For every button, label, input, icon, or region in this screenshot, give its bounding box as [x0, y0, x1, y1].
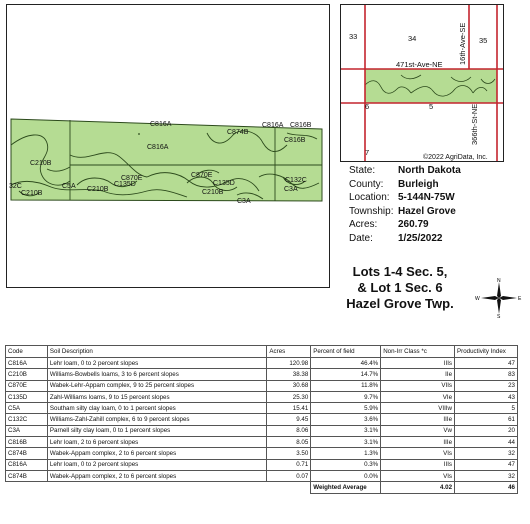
- cell-class: IIIs: [381, 358, 455, 369]
- cell-productivity: 47: [455, 358, 518, 369]
- cell-percent: 14.7%: [311, 369, 381, 380]
- cell-acres: 15.41: [267, 403, 311, 414]
- locator-map: [340, 4, 504, 162]
- weighted-average-label: Weighted Average: [311, 482, 381, 493]
- cell-percent: 11.8%: [311, 380, 381, 391]
- cell-description: Wabek-Appam complex, 2 to 6 percent slopes: [47, 448, 267, 459]
- label-c135d-right: C135D: [213, 180, 235, 187]
- cell-code: C132C: [6, 414, 48, 425]
- cell-description: Southam silty clay loam, 0 to 1 percent slopes: [47, 403, 267, 414]
- compass-rose-icon: [475, 278, 523, 323]
- info-township: [349, 205, 461, 219]
- label-c135d-mid: C135D: [114, 181, 136, 188]
- acres-label: Acres:: [349, 219, 378, 231]
- section-33: 33: [349, 32, 358, 41]
- table-row: [6, 437, 518, 448]
- map-point: [138, 133, 140, 135]
- cell-productivity: 32: [455, 448, 518, 459]
- township-label: Township:: [349, 205, 394, 217]
- road-366th-st-ne: 366th-St-NE: [470, 103, 479, 145]
- compass-e: E: [518, 296, 522, 302]
- table-row: [6, 414, 518, 425]
- cell-description: Zahl-Williams loams, 9 to 15 percent slopes: [47, 391, 267, 402]
- label-c870e: C870E: [191, 172, 213, 179]
- state-value: North Dakota: [398, 165, 461, 176]
- col-percent: Percent of field: [311, 346, 381, 358]
- table-row: [6, 358, 518, 369]
- section-6: 6: [365, 102, 370, 111]
- cell-class: VIIIw: [381, 403, 455, 414]
- label-c874b: C874B: [227, 129, 249, 136]
- label-c132c: C132C: [285, 177, 307, 184]
- date-label: Date:: [349, 232, 373, 244]
- cell-code: C816A: [6, 459, 48, 470]
- cell-class: VIe: [381, 391, 455, 402]
- label-c210b-left: C210B: [30, 160, 52, 167]
- cell-productivity: 32: [455, 470, 518, 481]
- section-7: 7: [365, 148, 370, 157]
- cell-productivity: 44: [455, 437, 518, 448]
- cell-description: Lehr loam, 0 to 2 percent slopes: [47, 358, 267, 369]
- county-value: Burleigh: [398, 178, 439, 190]
- cell-acres: 8.06: [267, 425, 311, 436]
- cell-code: C5A: [6, 403, 48, 414]
- cell-code: C210B: [6, 369, 48, 380]
- label-c210b-bot1: C210B: [21, 190, 43, 197]
- cell-code: C870E: [6, 380, 48, 391]
- cell-productivity: 47: [455, 459, 518, 470]
- label-c816a-top: C816A: [150, 121, 172, 128]
- lots-title: [338, 264, 462, 312]
- soil-map: [6, 4, 330, 288]
- col-acres: Acres: [267, 346, 311, 358]
- col-code: Code: [6, 346, 48, 358]
- state-label: State:: [349, 165, 376, 176]
- info-state: [349, 164, 461, 178]
- cell-acres: 0.07: [267, 470, 311, 481]
- soil-table: [5, 345, 518, 494]
- col-class: Non-Irr Class *c: [381, 346, 455, 358]
- label-c816b-right: C816B: [284, 137, 306, 144]
- label-c816a-right: C816A: [262, 122, 284, 129]
- label-c816b-top: C816B: [290, 122, 312, 129]
- cell-class: IIe: [381, 369, 455, 380]
- info-acres: [349, 218, 461, 232]
- table-row: [6, 380, 518, 391]
- table-row: [6, 369, 518, 380]
- weighted-average-row: [6, 482, 518, 493]
- col-productivity: Productivity Index: [455, 346, 518, 358]
- label-c3a-right: C3A: [284, 186, 298, 193]
- table-row: [6, 391, 518, 402]
- cell-description: Wabek-Lehr-Appam complex, 9 to 25 percent slopes: [47, 380, 267, 391]
- section-5: 5: [429, 102, 434, 111]
- cell-code: C816B: [6, 437, 48, 448]
- table-row: [6, 425, 518, 436]
- info-county: [349, 178, 461, 192]
- map-info: [349, 164, 461, 246]
- acres-value: 260.79: [398, 219, 429, 231]
- cell-class: IIIs: [381, 459, 455, 470]
- label-c210b-bot3: C210B: [202, 189, 224, 196]
- cell-percent: 3.6%: [311, 414, 381, 425]
- section-34: 34: [408, 34, 417, 43]
- cell-percent: 46.4%: [311, 358, 381, 369]
- table-row: [6, 459, 518, 470]
- cell-acres: 0.71: [267, 459, 311, 470]
- table-header: [6, 346, 518, 358]
- location-value: 5-144N-75W: [398, 192, 455, 204]
- table-row: [6, 448, 518, 459]
- lots-line-1: Lots 1-4 Sec. 5,: [352, 264, 448, 279]
- cell-class: VIs: [381, 470, 455, 481]
- label-c210b-bot2: C210B: [87, 186, 109, 193]
- date-value: 1/25/2022: [398, 232, 443, 244]
- cell-percent: 3.1%: [311, 437, 381, 448]
- cell-productivity: 5: [455, 403, 518, 414]
- cell-productivity: 83: [455, 369, 518, 380]
- cell-class: VIIs: [381, 380, 455, 391]
- cell-acres: 25.30: [267, 391, 311, 402]
- weighted-average-index: 46: [455, 482, 518, 493]
- soil-map-canvas: [7, 5, 329, 287]
- cell-percent: 1.3%: [311, 448, 381, 459]
- cell-code: C874B: [6, 470, 48, 481]
- road-16th-ave-se: 16th-Ave-SE: [458, 22, 467, 65]
- cell-acres: 8.05: [267, 437, 311, 448]
- cell-description: Williams-Bowbells loams, 3 to 6 percent slopes: [47, 369, 267, 380]
- cell-code: C874B: [6, 448, 48, 459]
- info-date: [349, 232, 461, 246]
- cell-acres: 38.38: [267, 369, 311, 380]
- cell-description: Wabek-Appam complex, 2 to 6 percent slopes: [47, 470, 267, 481]
- label-c816a-mid: C816A: [147, 144, 169, 151]
- table-row: [6, 403, 518, 414]
- cell-class: IIIe: [381, 414, 455, 425]
- cell-code: C816A: [6, 358, 48, 369]
- road-471st-ave-ne: 471st-Ave-NE: [396, 60, 443, 69]
- cell-percent: 0.3%: [311, 459, 381, 470]
- compass-s: S: [497, 314, 501, 318]
- cell-percent: 5.9%: [311, 403, 381, 414]
- lots-line-3: Hazel Grove Twp.: [346, 296, 454, 311]
- cell-class: IIIe: [381, 437, 455, 448]
- locator-map-canvas: [341, 5, 503, 161]
- cell-description: Williams-Zahl-Zahill complex, 6 to 9 percent slopes: [47, 414, 267, 425]
- label-c5a: C5A: [62, 183, 76, 190]
- cell-acres: 9.45: [267, 414, 311, 425]
- cell-description: Lehr loam, 0 to 2 percent slopes: [47, 459, 267, 470]
- label-c3a-bot: C3A: [237, 198, 251, 205]
- cell-percent: 0.0%: [311, 470, 381, 481]
- cell-description: Lehr loam, 2 to 6 percent slopes: [47, 437, 267, 448]
- location-label: Location:: [349, 192, 390, 204]
- label-c870e-low: C870E: [121, 175, 143, 182]
- weighted-average-class: 4.02: [381, 482, 455, 493]
- cell-code: C3A: [6, 425, 48, 436]
- county-label: County:: [349, 178, 384, 190]
- cell-acres: 3.50: [267, 448, 311, 459]
- locator-field: [365, 69, 497, 103]
- cell-percent: 9.7%: [311, 391, 381, 402]
- cell-productivity: 43: [455, 391, 518, 402]
- compass-w: W: [475, 296, 480, 302]
- copyright: ©2022 AgriData, Inc.: [423, 154, 488, 161]
- cell-acres: 120.98: [267, 358, 311, 369]
- cell-productivity: 20: [455, 425, 518, 436]
- label-32c: 32C: [9, 183, 22, 190]
- cell-code: C135D: [6, 391, 48, 402]
- info-location: [349, 191, 461, 205]
- compass-n: N: [497, 278, 501, 284]
- cell-class: Vw: [381, 425, 455, 436]
- cell-acres: 30.68: [267, 380, 311, 391]
- cell-class: VIs: [381, 448, 455, 459]
- cell-description: Parnell silty clay loam, 0 to 1 percent slopes: [47, 425, 267, 436]
- cell-percent: 3.1%: [311, 425, 381, 436]
- col-description: Soil Description: [47, 346, 267, 358]
- table-row: [6, 470, 518, 481]
- township-value: Hazel Grove: [398, 205, 456, 217]
- cell-productivity: 61: [455, 414, 518, 425]
- cell-productivity: 23: [455, 380, 518, 391]
- section-35: 35: [479, 36, 488, 45]
- lots-line-2: & Lot 1 Sec. 6: [357, 280, 443, 295]
